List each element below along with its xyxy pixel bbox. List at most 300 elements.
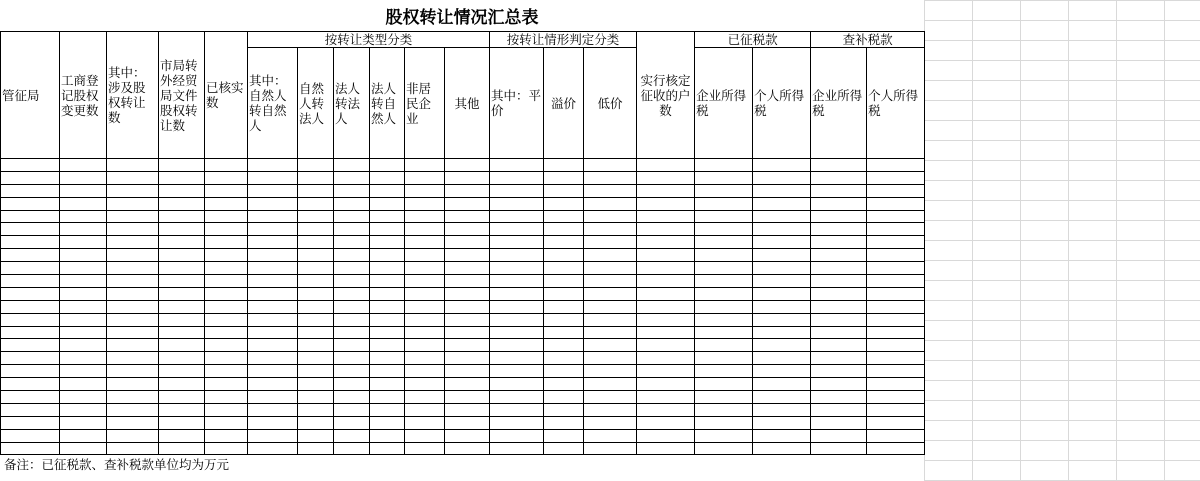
table-cell[interactable] xyxy=(334,262,370,275)
table-cell[interactable] xyxy=(695,262,753,275)
table-cell[interactable] xyxy=(159,249,205,262)
table-cell[interactable] xyxy=(867,275,925,288)
table-cell[interactable] xyxy=(1,442,60,455)
table-cell[interactable] xyxy=(1,416,60,429)
table-cell[interactable] xyxy=(107,171,159,184)
table-cell[interactable] xyxy=(370,391,405,404)
table-cell[interactable] xyxy=(445,249,490,262)
table-cell[interactable] xyxy=(107,236,159,249)
table-cell[interactable] xyxy=(445,223,490,236)
table-cell[interactable] xyxy=(370,159,405,172)
table-cell[interactable] xyxy=(205,339,248,352)
table-cell[interactable] xyxy=(334,300,370,313)
table-cell[interactable] xyxy=(544,210,584,223)
table-cell[interactable] xyxy=(490,313,544,326)
table-cell[interactable] xyxy=(248,339,298,352)
table-cell[interactable] xyxy=(490,429,544,442)
table-cell[interactable] xyxy=(405,442,445,455)
table-cell[interactable] xyxy=(334,326,370,339)
table-cell[interactable] xyxy=(60,326,107,339)
table-cell[interactable] xyxy=(298,313,334,326)
table-cell[interactable] xyxy=(490,171,544,184)
table-cell[interactable] xyxy=(867,236,925,249)
table-cell[interactable] xyxy=(1,326,60,339)
table-cell[interactable] xyxy=(107,313,159,326)
table-cell[interactable] xyxy=(811,403,867,416)
table-cell[interactable] xyxy=(107,403,159,416)
table-cell[interactable] xyxy=(544,352,584,365)
table-cell[interactable] xyxy=(298,287,334,300)
table-cell[interactable] xyxy=(637,236,695,249)
table-cell[interactable] xyxy=(811,210,867,223)
table-cell[interactable] xyxy=(445,287,490,300)
table-cell[interactable] xyxy=(445,300,490,313)
table-cell[interactable] xyxy=(584,159,637,172)
table-cell[interactable] xyxy=(205,416,248,429)
table-cell[interactable] xyxy=(159,352,205,365)
table-cell[interactable] xyxy=(445,416,490,429)
table-cell[interactable] xyxy=(159,159,205,172)
table-cell[interactable] xyxy=(867,262,925,275)
table-cell[interactable] xyxy=(334,365,370,378)
table-cell[interactable] xyxy=(637,197,695,210)
table-cell[interactable] xyxy=(695,339,753,352)
table-cell[interactable] xyxy=(1,275,60,288)
table-cell[interactable] xyxy=(445,197,490,210)
table-cell[interactable] xyxy=(637,352,695,365)
table-cell[interactable] xyxy=(753,275,811,288)
table-cell[interactable] xyxy=(248,352,298,365)
table-cell[interactable] xyxy=(205,236,248,249)
table-cell[interactable] xyxy=(60,210,107,223)
table-cell[interactable] xyxy=(405,184,445,197)
table-cell[interactable] xyxy=(159,300,205,313)
table-cell[interactable] xyxy=(405,249,445,262)
table-cell[interactable] xyxy=(544,236,584,249)
table-cell[interactable] xyxy=(445,262,490,275)
table-cell[interactable] xyxy=(753,262,811,275)
table-cell[interactable] xyxy=(695,171,753,184)
table-cell[interactable] xyxy=(1,236,60,249)
table-cell[interactable] xyxy=(405,429,445,442)
table-cell[interactable] xyxy=(637,275,695,288)
table-cell[interactable] xyxy=(445,275,490,288)
table-cell[interactable] xyxy=(370,184,405,197)
table-cell[interactable] xyxy=(205,223,248,236)
table-cell[interactable] xyxy=(334,403,370,416)
table-cell[interactable] xyxy=(107,210,159,223)
table-cell[interactable] xyxy=(490,339,544,352)
table-cell[interactable] xyxy=(753,352,811,365)
table-cell[interactable] xyxy=(1,210,60,223)
table-cell[interactable] xyxy=(637,249,695,262)
table-cell[interactable] xyxy=(298,442,334,455)
table-cell[interactable] xyxy=(370,403,405,416)
table-cell[interactable] xyxy=(584,287,637,300)
table-cell[interactable] xyxy=(637,262,695,275)
table-cell[interactable] xyxy=(637,326,695,339)
table-cell[interactable] xyxy=(60,339,107,352)
table-cell[interactable] xyxy=(867,326,925,339)
table-cell[interactable] xyxy=(405,352,445,365)
table-cell[interactable] xyxy=(248,378,298,391)
table-cell[interactable] xyxy=(159,197,205,210)
table-cell[interactable] xyxy=(445,429,490,442)
table-cell[interactable] xyxy=(60,391,107,404)
table-cell[interactable] xyxy=(370,262,405,275)
table-cell[interactable] xyxy=(1,429,60,442)
table-cell[interactable] xyxy=(584,378,637,391)
table-cell[interactable] xyxy=(60,197,107,210)
table-cell[interactable] xyxy=(405,339,445,352)
table-cell[interactable] xyxy=(445,403,490,416)
table-cell[interactable] xyxy=(490,442,544,455)
table-cell[interactable] xyxy=(695,352,753,365)
table-cell[interactable] xyxy=(60,352,107,365)
table-cell[interactable] xyxy=(753,184,811,197)
table-cell[interactable] xyxy=(867,223,925,236)
table-cell[interactable] xyxy=(1,249,60,262)
table-cell[interactable] xyxy=(584,300,637,313)
table-cell[interactable] xyxy=(1,223,60,236)
table-cell[interactable] xyxy=(490,378,544,391)
table-cell[interactable] xyxy=(370,352,405,365)
table-cell[interactable] xyxy=(205,184,248,197)
table-cell[interactable] xyxy=(248,159,298,172)
table-cell[interactable] xyxy=(695,378,753,391)
table-cell[interactable] xyxy=(637,378,695,391)
table-cell[interactable] xyxy=(298,223,334,236)
table-cell[interactable] xyxy=(584,391,637,404)
table-cell[interactable] xyxy=(370,339,405,352)
table-cell[interactable] xyxy=(695,159,753,172)
table-cell[interactable] xyxy=(695,429,753,442)
table-cell[interactable] xyxy=(811,313,867,326)
table-cell[interactable] xyxy=(205,403,248,416)
table-cell[interactable] xyxy=(107,352,159,365)
table-cell[interactable] xyxy=(370,300,405,313)
table-cell[interactable] xyxy=(445,326,490,339)
table-cell[interactable] xyxy=(637,442,695,455)
table-cell[interactable] xyxy=(205,197,248,210)
table-cell[interactable] xyxy=(248,275,298,288)
table-cell[interactable] xyxy=(205,365,248,378)
table-cell[interactable] xyxy=(205,313,248,326)
table-cell[interactable] xyxy=(544,275,584,288)
table-cell[interactable] xyxy=(1,378,60,391)
table-cell[interactable] xyxy=(490,403,544,416)
table-cell[interactable] xyxy=(490,352,544,365)
table-cell[interactable] xyxy=(334,184,370,197)
table-cell[interactable] xyxy=(370,197,405,210)
table-cell[interactable] xyxy=(159,287,205,300)
table-cell[interactable] xyxy=(248,262,298,275)
table-cell[interactable] xyxy=(445,391,490,404)
table-cell[interactable] xyxy=(811,429,867,442)
table-cell[interactable] xyxy=(867,300,925,313)
table-cell[interactable] xyxy=(60,287,107,300)
table-cell[interactable] xyxy=(298,210,334,223)
table-cell[interactable] xyxy=(695,326,753,339)
table-cell[interactable] xyxy=(370,236,405,249)
table-cell[interactable] xyxy=(637,300,695,313)
table-cell[interactable] xyxy=(60,249,107,262)
table-cell[interactable] xyxy=(60,236,107,249)
table-cell[interactable] xyxy=(867,249,925,262)
table-cell[interactable] xyxy=(370,313,405,326)
table-cell[interactable] xyxy=(107,300,159,313)
table-cell[interactable] xyxy=(490,416,544,429)
table-cell[interactable] xyxy=(107,442,159,455)
table-cell[interactable] xyxy=(544,300,584,313)
table-cell[interactable] xyxy=(298,300,334,313)
table-cell[interactable] xyxy=(107,365,159,378)
table-cell[interactable] xyxy=(334,236,370,249)
table-cell[interactable] xyxy=(107,249,159,262)
table-cell[interactable] xyxy=(490,300,544,313)
table-cell[interactable] xyxy=(405,275,445,288)
table-cell[interactable] xyxy=(695,365,753,378)
table-cell[interactable] xyxy=(584,171,637,184)
table-cell[interactable] xyxy=(298,249,334,262)
table-cell[interactable] xyxy=(445,442,490,455)
table-cell[interactable] xyxy=(753,249,811,262)
table-cell[interactable] xyxy=(248,403,298,416)
table-cell[interactable] xyxy=(695,391,753,404)
table-cell[interactable] xyxy=(334,171,370,184)
table-cell[interactable] xyxy=(584,416,637,429)
table-cell[interactable] xyxy=(159,326,205,339)
table-cell[interactable] xyxy=(753,378,811,391)
table-cell[interactable] xyxy=(205,262,248,275)
table-cell[interactable] xyxy=(544,171,584,184)
table-cell[interactable] xyxy=(867,313,925,326)
table-cell[interactable] xyxy=(405,287,445,300)
table-cell[interactable] xyxy=(159,313,205,326)
table-cell[interactable] xyxy=(334,159,370,172)
table-cell[interactable] xyxy=(490,236,544,249)
table-cell[interactable] xyxy=(405,326,445,339)
table-cell[interactable] xyxy=(60,429,107,442)
table-cell[interactable] xyxy=(334,429,370,442)
table-cell[interactable] xyxy=(159,403,205,416)
table-cell[interactable] xyxy=(1,339,60,352)
table-cell[interactable] xyxy=(811,300,867,313)
table-cell[interactable] xyxy=(544,339,584,352)
table-cell[interactable] xyxy=(753,159,811,172)
table-cell[interactable] xyxy=(811,378,867,391)
table-cell[interactable] xyxy=(248,197,298,210)
table-cell[interactable] xyxy=(298,171,334,184)
table-cell[interactable] xyxy=(637,416,695,429)
table-cell[interactable] xyxy=(298,416,334,429)
table-cell[interactable] xyxy=(205,391,248,404)
table-cell[interactable] xyxy=(544,326,584,339)
table-cell[interactable] xyxy=(370,223,405,236)
table-cell[interactable] xyxy=(867,287,925,300)
table-cell[interactable] xyxy=(1,365,60,378)
table-cell[interactable] xyxy=(107,262,159,275)
table-cell[interactable] xyxy=(205,352,248,365)
table-cell[interactable] xyxy=(60,300,107,313)
table-cell[interactable] xyxy=(867,442,925,455)
table-cell[interactable] xyxy=(405,403,445,416)
table-cell[interactable] xyxy=(205,159,248,172)
table-cell[interactable] xyxy=(584,442,637,455)
table-cell[interactable] xyxy=(753,300,811,313)
table-cell[interactable] xyxy=(298,326,334,339)
table-cell[interactable] xyxy=(159,365,205,378)
table-cell[interactable] xyxy=(867,184,925,197)
table-cell[interactable] xyxy=(753,326,811,339)
table-cell[interactable] xyxy=(159,442,205,455)
table-cell[interactable] xyxy=(753,197,811,210)
table-cell[interactable] xyxy=(811,159,867,172)
table-cell[interactable] xyxy=(159,339,205,352)
table-cell[interactable] xyxy=(159,223,205,236)
table-cell[interactable] xyxy=(695,275,753,288)
table-cell[interactable] xyxy=(298,378,334,391)
table-cell[interactable] xyxy=(1,352,60,365)
table-cell[interactable] xyxy=(544,365,584,378)
table-cell[interactable] xyxy=(753,442,811,455)
table-cell[interactable] xyxy=(60,171,107,184)
table-cell[interactable] xyxy=(544,287,584,300)
table-cell[interactable] xyxy=(1,403,60,416)
table-cell[interactable] xyxy=(1,184,60,197)
table-cell[interactable] xyxy=(544,442,584,455)
table-cell[interactable] xyxy=(248,210,298,223)
table-cell[interactable] xyxy=(298,159,334,172)
table-cell[interactable] xyxy=(405,391,445,404)
table-cell[interactable] xyxy=(867,339,925,352)
table-cell[interactable] xyxy=(334,249,370,262)
table-cell[interactable] xyxy=(544,197,584,210)
table-cell[interactable] xyxy=(405,171,445,184)
table-cell[interactable] xyxy=(584,197,637,210)
table-cell[interactable] xyxy=(584,313,637,326)
table-cell[interactable] xyxy=(107,391,159,404)
table-cell[interactable] xyxy=(334,378,370,391)
table-cell[interactable] xyxy=(811,184,867,197)
table-cell[interactable] xyxy=(60,378,107,391)
table-cell[interactable] xyxy=(107,429,159,442)
table-cell[interactable] xyxy=(867,416,925,429)
table-cell[interactable] xyxy=(544,378,584,391)
table-cell[interactable] xyxy=(107,197,159,210)
table-cell[interactable] xyxy=(248,313,298,326)
table-cell[interactable] xyxy=(298,197,334,210)
table-cell[interactable] xyxy=(584,184,637,197)
table-cell[interactable] xyxy=(60,416,107,429)
table-cell[interactable] xyxy=(544,391,584,404)
table-cell[interactable] xyxy=(248,365,298,378)
table-cell[interactable] xyxy=(60,159,107,172)
table-cell[interactable] xyxy=(867,159,925,172)
table-cell[interactable] xyxy=(445,171,490,184)
table-cell[interactable] xyxy=(205,378,248,391)
table-cell[interactable] xyxy=(753,171,811,184)
table-cell[interactable] xyxy=(637,184,695,197)
table-cell[interactable] xyxy=(1,313,60,326)
table-cell[interactable] xyxy=(544,403,584,416)
table-cell[interactable] xyxy=(405,210,445,223)
table-cell[interactable] xyxy=(334,223,370,236)
table-cell[interactable] xyxy=(867,171,925,184)
table-cell[interactable] xyxy=(159,275,205,288)
table-cell[interactable] xyxy=(205,249,248,262)
table-cell[interactable] xyxy=(159,171,205,184)
table-cell[interactable] xyxy=(445,365,490,378)
table-cell[interactable] xyxy=(445,339,490,352)
table-cell[interactable] xyxy=(867,197,925,210)
table-cell[interactable] xyxy=(370,249,405,262)
table-cell[interactable] xyxy=(867,378,925,391)
table-cell[interactable] xyxy=(334,339,370,352)
table-cell[interactable] xyxy=(695,249,753,262)
table-cell[interactable] xyxy=(248,236,298,249)
table-cell[interactable] xyxy=(584,275,637,288)
table-cell[interactable] xyxy=(370,326,405,339)
table-cell[interactable] xyxy=(248,223,298,236)
table-cell[interactable] xyxy=(107,339,159,352)
table-cell[interactable] xyxy=(370,378,405,391)
table-cell[interactable] xyxy=(205,326,248,339)
table-cell[interactable] xyxy=(867,429,925,442)
table-cell[interactable] xyxy=(298,429,334,442)
table-cell[interactable] xyxy=(584,403,637,416)
table-cell[interactable] xyxy=(544,313,584,326)
table-cell[interactable] xyxy=(298,339,334,352)
table-cell[interactable] xyxy=(490,223,544,236)
table-cell[interactable] xyxy=(60,403,107,416)
table-cell[interactable] xyxy=(60,275,107,288)
table-cell[interactable] xyxy=(298,352,334,365)
table-cell[interactable] xyxy=(334,352,370,365)
table-cell[interactable] xyxy=(811,275,867,288)
table-cell[interactable] xyxy=(490,184,544,197)
table-cell[interactable] xyxy=(159,210,205,223)
table-cell[interactable] xyxy=(370,171,405,184)
table-cell[interactable] xyxy=(544,262,584,275)
table-cell[interactable] xyxy=(248,249,298,262)
table-cell[interactable] xyxy=(584,339,637,352)
table-cell[interactable] xyxy=(298,275,334,288)
table-cell[interactable] xyxy=(1,262,60,275)
table-cell[interactable] xyxy=(405,223,445,236)
table-cell[interactable] xyxy=(205,171,248,184)
table-cell[interactable] xyxy=(490,391,544,404)
table-cell[interactable] xyxy=(867,365,925,378)
table-cell[interactable] xyxy=(298,365,334,378)
table-cell[interactable] xyxy=(490,262,544,275)
table-cell[interactable] xyxy=(544,159,584,172)
table-cell[interactable] xyxy=(370,429,405,442)
table-cell[interactable] xyxy=(867,403,925,416)
table-cell[interactable] xyxy=(753,236,811,249)
table-cell[interactable] xyxy=(60,184,107,197)
table-cell[interactable] xyxy=(811,249,867,262)
table-cell[interactable] xyxy=(334,287,370,300)
table-cell[interactable] xyxy=(405,262,445,275)
table-cell[interactable] xyxy=(584,210,637,223)
table-cell[interactable] xyxy=(637,339,695,352)
table-cell[interactable] xyxy=(637,287,695,300)
table-cell[interactable] xyxy=(445,236,490,249)
table-cell[interactable] xyxy=(811,365,867,378)
table-cell[interactable] xyxy=(490,197,544,210)
table-cell[interactable] xyxy=(107,184,159,197)
